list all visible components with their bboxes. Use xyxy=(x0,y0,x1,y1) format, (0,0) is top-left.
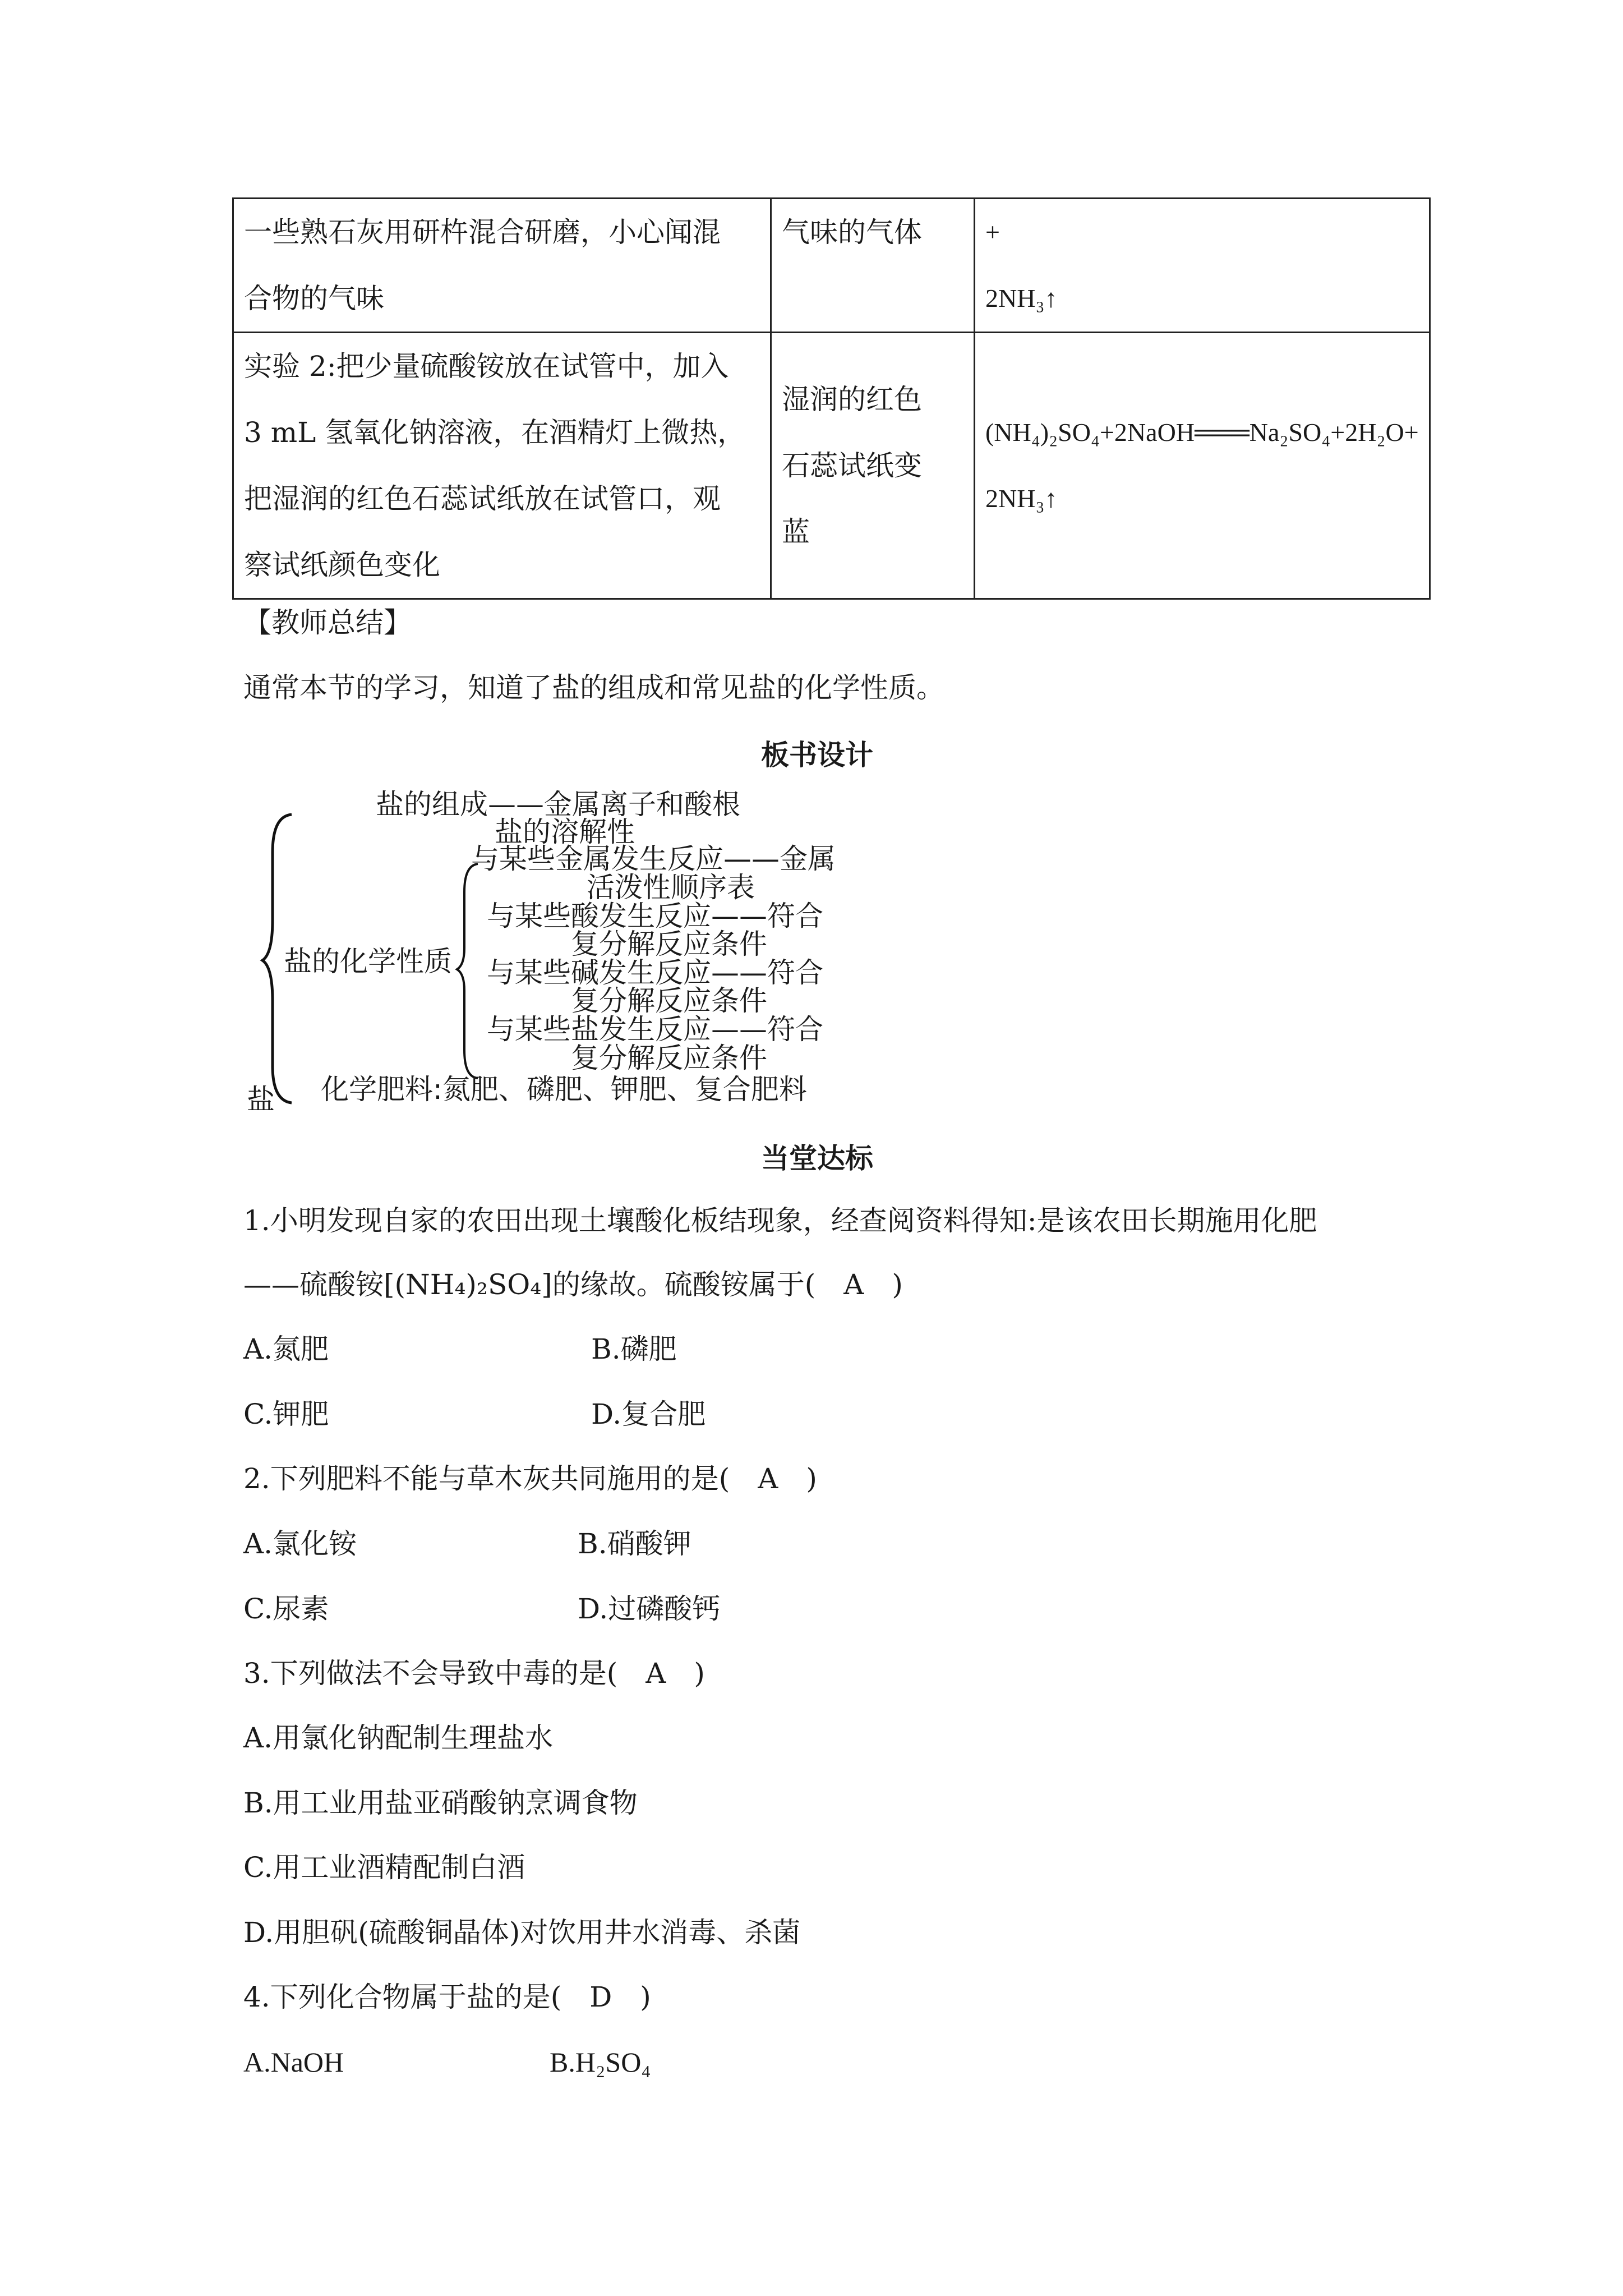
question-1-option-b: B.磷肥 xyxy=(591,1333,677,1365)
board-solubility: 盐的溶解性 xyxy=(495,816,635,848)
summary-text: 通常本节的学习，知道了盐的组成和常见盐的化学性质。 xyxy=(243,671,944,704)
board-composition: 盐的组成——金属离子和酸根 xyxy=(376,788,740,821)
table-cell-phenomenon: 气味的气体 xyxy=(771,199,975,333)
board-metal-2: 活泼性顺序表 xyxy=(587,871,755,904)
board-salt-1: 与某些盐发生反应——符合 xyxy=(487,1013,823,1046)
table-cell-operation: 实验 2:把少量硫酸铵放在试管中，加入 3 mL 氢氧化钠溶液，在酒精灯上微热， 把湿润的红色石蕊试纸放在试管口，观 察试纸颜色变化 xyxy=(233,333,771,599)
question-2-option-b: B.硝酸钾 xyxy=(578,1527,691,1560)
table-cell-operation: 一些熟石灰用研杵混合研磨，小心闻混 合物的气味 xyxy=(233,199,771,333)
board-chem-props: 盐的化学性质 xyxy=(284,945,452,978)
table-row xyxy=(233,333,1430,599)
question-2: 2.下列肥料不能与草木灰共同施用的是( A ) xyxy=(243,1462,817,1495)
question-2-option-c: C.尿素 xyxy=(243,1593,329,1625)
question-2-option-d: D.过磷酸钙 xyxy=(578,1593,721,1625)
question-2-option-a: A.氯化铵 xyxy=(243,1527,357,1560)
question-3-option-d: D.用胆矾(硫酸铜晶体)对饮用井水消毒、杀菌 xyxy=(243,1916,801,1949)
board-acid-1: 与某些酸发生反应——符合 xyxy=(487,900,823,932)
board-base-1: 与某些碱发生反应——符合 xyxy=(487,956,823,989)
question-3-option-c: C.用工业酒精配制白酒 xyxy=(243,1851,525,1884)
question-1-option-c: C.钾肥 xyxy=(243,1398,329,1430)
board-acid-2: 复分解反应条件 xyxy=(571,928,767,960)
exercise-title: 当堂达标 xyxy=(761,1142,873,1175)
board-title: 板书设计 xyxy=(761,738,873,771)
question-3: 3.下列做法不会导致中毒的是( A ) xyxy=(243,1657,705,1690)
board-fertilizer: 化学肥料:氮肥、磷肥、钾肥、复合肥料 xyxy=(321,1073,807,1106)
table-cell-equation: (NH₄)₂SO₄+2NaOH═══Na₂SO₄+2H₂O+ 2NH₃↑ xyxy=(975,333,1430,599)
table-cell-equation: + 2NH₃↑ xyxy=(975,199,1430,333)
board-root: 盐 xyxy=(247,1083,275,1116)
table-row xyxy=(233,199,1430,333)
summary-label: 【教师总结】 xyxy=(243,606,412,639)
board-metal-1: 与某些金属发生反应——金属 xyxy=(471,843,836,875)
board-salt-2: 复分解反应条件 xyxy=(571,1042,767,1074)
question-4-option-a: A.NaOH xyxy=(243,2046,344,2078)
question-4-option-b: B.H₂SO₄ xyxy=(550,2046,651,2078)
board-base-2: 复分解反应条件 xyxy=(571,984,767,1017)
question-4: 4.下列化合物属于盐的是( D ) xyxy=(243,1981,651,2013)
question-1-option-a: A.氮肥 xyxy=(243,1333,329,1365)
question-3-option-a: A.用氯化钠配制生理盐水 xyxy=(243,1722,554,1754)
small-brace-icon xyxy=(457,864,478,1078)
question-1-line-2: ——硫酸铵[(NH₄)₂SO₄]的缘故。硫酸铵属于( A ) xyxy=(243,1268,903,1301)
question-1-line-1: 1.小明发现自家的农田出现土壤酸化板结现象，经查阅资料得知:是该农田长期施用化肥 xyxy=(243,1204,1317,1237)
question-3-option-b: B.用工业用盐亚硝酸钠烹调食物 xyxy=(243,1787,638,1819)
experiment-table xyxy=(232,197,1431,600)
question-1-option-d: D.复合肥 xyxy=(591,1398,706,1430)
table-cell-phenomenon: 湿润的红色 石蕊试纸变 蓝 xyxy=(771,333,975,599)
